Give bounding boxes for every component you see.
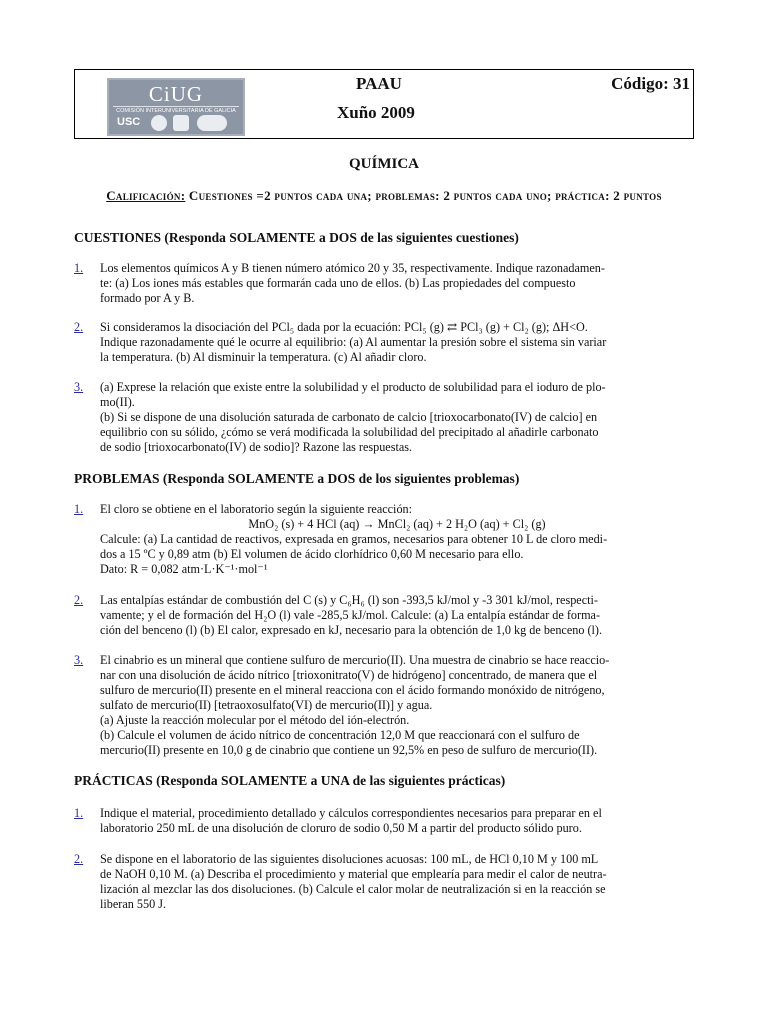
item-line: El cinabrio es un mineral que contiene sulfuro de mercurio(II). Una muestra de cinabrio se hace reaccio-	[100, 653, 610, 667]
item-number-link[interactable]: 3.	[74, 653, 84, 667]
cuestion-item	[74, 320, 694, 365]
item-line: Las entalpías estándar de combustión del C (s) y C₆H₆ (l) son -393,5 kJ/mol y -3 301 kJ/mol, respecti-	[100, 593, 598, 607]
cuestion-item	[74, 261, 694, 306]
logo-title: CiUG	[148, 82, 204, 106]
item-number-link[interactable]: 2.	[74, 593, 84, 607]
item-line: sulfato de mercurio(II) [tetraoxosulfato(VI) de mercurio(II)] y agua.	[100, 698, 433, 712]
university-seal-icon	[197, 115, 227, 131]
problemas-heading: PROBLEMAS (Responda SOLAMENTE a DOS de los siguientes problemas)	[74, 471, 520, 486]
item-number-link[interactable]: 2.	[74, 320, 84, 334]
logo-subtitle: COMISIÓN INTERUNIVERSITARIA DE GALICIA	[113, 106, 239, 114]
item-line: mercurio(II) presente en 10,0 g de cinabrio que contiene un 92,5% en peso de sulfuro de mercurio(II).	[100, 743, 598, 757]
item-line: ción del benceno (l) (b) El calor, expresado en kJ, necesario para la obtención de 1,0 kg de benceno (l).	[100, 623, 603, 637]
item-line: El cloro se obtiene en el laboratorio según la siguiente reacción:	[100, 502, 413, 516]
item-line: Se dispone en el laboratorio de las siguientes disoluciones acuosas: 100 mL, de HCl 0,10 M y 100 mL	[100, 852, 599, 866]
grading-text: Cuestiones =2 puntos cada una; problemas: 2 puntos cada uno; práctica: 2 puntos	[188, 188, 662, 203]
reaction-equation: MnO₂ (s) + 4 HCl (aq) → MnCl₂ (aq) + 2 H₂O (aq) + Cl₂ (g)	[248, 517, 546, 531]
item-line: liberan 550 J.	[100, 897, 167, 911]
item-line: (a) Ajuste la reacción molecular por el método del ión-electrón.	[100, 713, 410, 727]
problema-item	[74, 653, 694, 758]
university-seal-icon	[173, 115, 189, 131]
item-line: Si consideramos la disociación del PCl₅ dada por la ecuación: PCl₅ (g) ⇄ PCl₃ (g) + Cl₂ (g); ΔH<O.	[100, 320, 588, 334]
item-number-link[interactable]: 3.	[74, 380, 84, 394]
item-line: Dato: R = 0,082 atm·L·K⁻¹·mol⁻¹	[100, 562, 268, 576]
item-number-link[interactable]: 1.	[74, 502, 84, 516]
item-line: mo(II).	[100, 395, 135, 409]
item-line: la temperatura. (b) Al disminuir la temperatura. (c) Al añadir cloro.	[100, 350, 427, 364]
logo-usc: USC	[117, 116, 141, 128]
item-number-link[interactable]: 1.	[74, 261, 84, 275]
item-line: laboratorio 250 mL de una disolución de cloruro de sodio 0,50 M a partir del producto sólido puro.	[100, 821, 582, 835]
cuestion-item	[74, 380, 694, 455]
item-line: Los elementos químicos A y B tienen número atómico 20 y 35, respectivamente. Indique razonadamen-	[100, 261, 605, 275]
exam-header	[74, 69, 694, 139]
exam-session: Xuño 2009	[337, 103, 415, 122]
item-line: vamente; y el de formación del H₂O (l) vale -285,5 kJ/mol. Calcule: (a) La entalpía estándar de forma-	[100, 608, 601, 622]
university-seal-icon	[151, 115, 167, 131]
item-line: Calcule: (a) La cantidad de reactivos, expresada en gramos, necesarios para obtener 10 L de cloro medi-	[100, 532, 608, 546]
item-line: de sodio [trioxocarbonato(IV) de sodio]? Razone las respuestas.	[100, 440, 413, 454]
item-line: Indique razonadamente qué le ocurre al equilibrio: (a) Al aumentar la presión sobre el sistema sin variar	[100, 335, 607, 349]
ciug-logo	[107, 78, 245, 136]
subject-title: QUÍMICA	[349, 156, 419, 172]
item-line: de NaOH 0,10 M. (a) Describa el procedimiento y material que emplearía para medir el calor de neutra-	[100, 867, 607, 881]
practicas-heading: PRÁCTICAS (Responda SOLAMENTE a UNA de las siguientes prácticas)	[74, 773, 506, 788]
item-line: formado por A y B.	[100, 291, 195, 305]
cuestiones-heading: CUESTIONES (Responda SOLAMENTE a DOS de las siguientes cuestiones)	[74, 230, 519, 245]
item-line: (b) Si se dispone de una disolución saturada de carbonato de calcio [trioxocarbonato(IV) de calcio] en	[100, 410, 598, 424]
item-number-link[interactable]: 1.	[74, 806, 84, 820]
item-line: nar con una disolución de ácido nítrico [trioxonitrato(V) de hidrógeno] concentrado, de manera que el	[100, 668, 598, 682]
grading-label: Calificación:	[106, 188, 186, 203]
practica-item	[74, 806, 694, 836]
exam-code: Código: 31	[611, 74, 690, 93]
problema-item	[74, 593, 694, 638]
item-line: (b) Calcule el volumen de ácido nítrico de concentración 12,0 M que reaccionará con el sulfuro de	[100, 728, 580, 742]
problema-item	[74, 502, 694, 577]
item-line: equilibrio con su sólido, ¿cómo se verá modificada la solubilidad del precipitado al añadirle carbonato	[100, 425, 599, 439]
item-line: te: (a) Los iones más estables que formarán cada uno de ellos. (b) Las propiedades del compuesto	[100, 276, 576, 290]
item-line: sulfuro de mercurio(II) presente en el mineral reacciona con el ácido formando monóxido de nitrógeno,	[100, 683, 605, 697]
item-line: Indique el material, procedimiento detallado y cálculos correspondientes necesarios para preparar en el	[100, 806, 602, 820]
exam-name: PAAU	[356, 74, 402, 93]
item-number-link[interactable]: 2.	[74, 852, 84, 866]
grading-line	[0, 188, 768, 204]
practica-item	[74, 852, 694, 912]
item-line: (a) Exprese la relación que existe entre la solubilidad y el producto de solubilidad para el ioduro de plo-	[100, 380, 606, 394]
item-line: dos a 15 ºC y 0,89 atm (b) El volumen de ácido clorhídrico 0,60 M necesario para ello.	[100, 547, 524, 561]
item-line: lización al mezclar las dos disoluciones. (b) Calcule el calor molar de neutralización si en la reacción se	[100, 882, 606, 896]
